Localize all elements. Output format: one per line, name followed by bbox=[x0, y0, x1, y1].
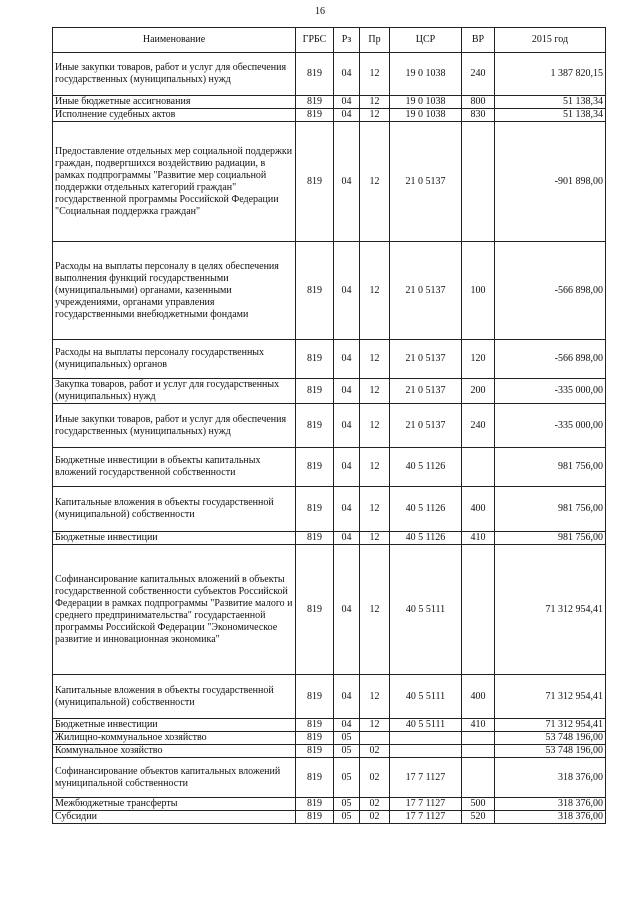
cell-amount: 51 138,34 bbox=[495, 96, 606, 109]
cell-vr: 100 bbox=[462, 242, 495, 340]
cell-csr: 40 5 1126 bbox=[390, 532, 462, 545]
cell-rz: 05 bbox=[334, 745, 360, 758]
cell-rz: 04 bbox=[334, 96, 360, 109]
cell-name: Бюджетные инвестиции в объекты капитальных вложений государственной собственности bbox=[53, 448, 296, 487]
cell-name: Расходы на выплаты персоналу государственных (муниципальных) органов bbox=[53, 340, 296, 379]
cell-pr: 12 bbox=[360, 545, 390, 675]
cell-vr: 520 bbox=[462, 811, 495, 824]
cell-name: Субсидии bbox=[53, 811, 296, 824]
cell-grbs: 819 bbox=[296, 122, 334, 242]
cell-name: Иные закупки товаров, работ и услуг для обеспечения государственных (муниципальных) нужд bbox=[53, 53, 296, 96]
cell-pr: 02 bbox=[360, 798, 390, 811]
cell-pr: 12 bbox=[360, 675, 390, 719]
table-row bbox=[53, 745, 606, 758]
cell-name: Закупка товаров, работ и услуг для государственных (муниципальных) нужд bbox=[53, 379, 296, 404]
cell-amount: 318 376,00 bbox=[495, 758, 606, 798]
header-vr: ВР bbox=[462, 28, 495, 53]
cell-pr: 02 bbox=[360, 811, 390, 824]
cell-csr: 40 5 1126 bbox=[390, 448, 462, 487]
cell-vr bbox=[462, 745, 495, 758]
cell-pr: 12 bbox=[360, 340, 390, 379]
cell-rz: 05 bbox=[334, 798, 360, 811]
cell-rz: 04 bbox=[334, 448, 360, 487]
table-row bbox=[53, 545, 606, 675]
header-csr: ЦСР bbox=[390, 28, 462, 53]
cell-vr bbox=[462, 758, 495, 798]
cell-csr: 40 5 5111 bbox=[390, 545, 462, 675]
cell-csr: 19 0 1038 bbox=[390, 53, 462, 96]
cell-vr: 200 bbox=[462, 379, 495, 404]
header-rz: Рз bbox=[334, 28, 360, 53]
cell-rz: 04 bbox=[334, 242, 360, 340]
cell-csr: 21 0 5137 bbox=[390, 379, 462, 404]
cell-grbs: 819 bbox=[296, 404, 334, 448]
header-pr: Пр bbox=[360, 28, 390, 53]
cell-vr: 800 bbox=[462, 96, 495, 109]
cell-vr: 410 bbox=[462, 532, 495, 545]
cell-grbs: 819 bbox=[296, 811, 334, 824]
cell-pr: 12 bbox=[360, 487, 390, 532]
cell-pr: 12 bbox=[360, 122, 390, 242]
cell-rz: 04 bbox=[334, 404, 360, 448]
cell-csr: 19 0 1038 bbox=[390, 109, 462, 122]
cell-name: Исполнение судебных актов bbox=[53, 109, 296, 122]
cell-pr bbox=[360, 732, 390, 745]
cell-grbs: 819 bbox=[296, 53, 334, 96]
cell-amount: 51 138,34 bbox=[495, 109, 606, 122]
cell-csr: 19 0 1038 bbox=[390, 96, 462, 109]
cell-csr bbox=[390, 745, 462, 758]
cell-name: Иные закупки товаров, работ и услуг для обеспечения государственных (муниципальных) нужд bbox=[53, 404, 296, 448]
cell-name: Бюджетные инвестиции bbox=[53, 719, 296, 732]
cell-rz: 04 bbox=[334, 675, 360, 719]
cell-rz: 04 bbox=[334, 340, 360, 379]
cell-grbs: 819 bbox=[296, 340, 334, 379]
cell-amount: 1 387 820,15 bbox=[495, 53, 606, 96]
cell-amount: -566 898,00 bbox=[495, 340, 606, 379]
cell-grbs: 819 bbox=[296, 719, 334, 732]
cell-pr: 12 bbox=[360, 532, 390, 545]
cell-amount: -335 000,00 bbox=[495, 379, 606, 404]
table-row bbox=[53, 122, 606, 242]
cell-rz: 04 bbox=[334, 109, 360, 122]
cell-rz: 05 bbox=[334, 758, 360, 798]
cell-vr bbox=[462, 122, 495, 242]
cell-pr: 12 bbox=[360, 379, 390, 404]
cell-amount: 981 756,00 bbox=[495, 448, 606, 487]
cell-grbs: 819 bbox=[296, 487, 334, 532]
table-row bbox=[53, 798, 606, 811]
table-row bbox=[53, 404, 606, 448]
cell-name: Бюджетные инвестиции bbox=[53, 532, 296, 545]
cell-pr: 12 bbox=[360, 448, 390, 487]
header-amount: 2015 год bbox=[495, 28, 606, 53]
cell-pr: 12 bbox=[360, 404, 390, 448]
cell-csr: 40 5 1126 bbox=[390, 487, 462, 532]
cell-pr: 12 bbox=[360, 53, 390, 96]
cell-name: Расходы на выплаты персоналу в целях обеспечения выполнения функций государственными (муниципальными) органами, казенными учреждениями, органами управления государственными внебюджетными фондами bbox=[53, 242, 296, 340]
cell-vr: 500 bbox=[462, 798, 495, 811]
table-row bbox=[53, 96, 606, 109]
table-header-row bbox=[53, 28, 606, 53]
cell-amount: 71 312 954,41 bbox=[495, 675, 606, 719]
cell-name: Жилищно-коммунальное хозяйство bbox=[53, 732, 296, 745]
cell-grbs: 819 bbox=[296, 745, 334, 758]
cell-rz: 04 bbox=[334, 719, 360, 732]
cell-rz: 04 bbox=[334, 122, 360, 242]
table-row bbox=[53, 448, 606, 487]
cell-csr: 21 0 5137 bbox=[390, 122, 462, 242]
cell-name: Коммунальное хозяйство bbox=[53, 745, 296, 758]
cell-vr: 410 bbox=[462, 719, 495, 732]
cell-vr: 400 bbox=[462, 487, 495, 532]
cell-name: Иные бюджетные ассигнования bbox=[53, 96, 296, 109]
table-row bbox=[53, 109, 606, 122]
cell-amount: 53 748 196,00 bbox=[495, 732, 606, 745]
cell-vr: 240 bbox=[462, 404, 495, 448]
cell-pr: 02 bbox=[360, 745, 390, 758]
cell-vr: 400 bbox=[462, 675, 495, 719]
cell-csr: 17 7 1127 bbox=[390, 798, 462, 811]
cell-name: Капитальные вложения в объекты государственной (муниципальной) собственности bbox=[53, 675, 296, 719]
table-row bbox=[53, 242, 606, 340]
cell-rz: 04 bbox=[334, 53, 360, 96]
cell-pr: 02 bbox=[360, 758, 390, 798]
cell-vr bbox=[462, 448, 495, 487]
cell-vr: 120 bbox=[462, 340, 495, 379]
cell-grbs: 819 bbox=[296, 379, 334, 404]
cell-amount: 981 756,00 bbox=[495, 487, 606, 532]
cell-name: Софинансирование капитальных вложений в объекты государственной собственности субъектов Российской Федерации в рамках подпрограммы "Развитие малого и среднего предпринимательства" государстаенной программы Российской Федерации "Экономическое развитие и инновационная экономика" bbox=[53, 545, 296, 675]
cell-rz: 04 bbox=[334, 532, 360, 545]
cell-csr: 21 0 5137 bbox=[390, 242, 462, 340]
table-row bbox=[53, 340, 606, 379]
cell-amount: -901 898,00 bbox=[495, 122, 606, 242]
table-row bbox=[53, 758, 606, 798]
cell-amount: -335 000,00 bbox=[495, 404, 606, 448]
cell-name: Капитальные вложения в объекты государственной (муниципальной) собственности bbox=[53, 487, 296, 532]
cell-csr: 17 7 1127 bbox=[390, 811, 462, 824]
cell-amount: 318 376,00 bbox=[495, 798, 606, 811]
cell-vr bbox=[462, 732, 495, 745]
cell-csr: 21 0 5137 bbox=[390, 404, 462, 448]
cell-csr bbox=[390, 732, 462, 745]
cell-rz: 05 bbox=[334, 732, 360, 745]
cell-grbs: 819 bbox=[296, 675, 334, 719]
cell-grbs: 819 bbox=[296, 448, 334, 487]
cell-grbs: 819 bbox=[296, 532, 334, 545]
table-row bbox=[53, 532, 606, 545]
cell-csr: 21 0 5137 bbox=[390, 340, 462, 379]
cell-vr: 830 bbox=[462, 109, 495, 122]
cell-rz: 04 bbox=[334, 379, 360, 404]
cell-rz: 05 bbox=[334, 811, 360, 824]
table-row bbox=[53, 675, 606, 719]
cell-grbs: 819 bbox=[296, 242, 334, 340]
cell-grbs: 819 bbox=[296, 798, 334, 811]
cell-amount: 318 376,00 bbox=[495, 811, 606, 824]
cell-grbs: 819 bbox=[296, 545, 334, 675]
cell-grbs: 819 bbox=[296, 109, 334, 122]
table-row bbox=[53, 487, 606, 532]
page-number: 16 bbox=[315, 6, 325, 17]
cell-grbs: 819 bbox=[296, 96, 334, 109]
cell-vr: 240 bbox=[462, 53, 495, 96]
cell-name: Софинансирование объектов капитальных вложений муниципальной собственности bbox=[53, 758, 296, 798]
cell-grbs: 819 bbox=[296, 758, 334, 798]
cell-amount: 53 748 196,00 bbox=[495, 745, 606, 758]
cell-amount: -566 898,00 bbox=[495, 242, 606, 340]
cell-name: Межбюджетные трансферты bbox=[53, 798, 296, 811]
cell-pr: 12 bbox=[360, 109, 390, 122]
header-name: Наименование bbox=[53, 28, 296, 53]
cell-vr bbox=[462, 545, 495, 675]
cell-pr: 12 bbox=[360, 242, 390, 340]
cell-amount: 71 312 954,41 bbox=[495, 545, 606, 675]
cell-amount: 71 312 954,41 bbox=[495, 719, 606, 732]
cell-csr: 40 5 5111 bbox=[390, 675, 462, 719]
table-row bbox=[53, 379, 606, 404]
cell-pr: 12 bbox=[360, 719, 390, 732]
cell-rz: 04 bbox=[334, 487, 360, 532]
cell-pr: 12 bbox=[360, 96, 390, 109]
table-row bbox=[53, 732, 606, 745]
cell-grbs: 819 bbox=[296, 732, 334, 745]
cell-name: Предоставление отдельных мер социальной поддержки граждан, подвергшихся воздействию радиации, в рамках подпрограммы "Развитие мер социальной поддержки отдельных категорий граждан" государственной программы Российской Федерации "Социальная поддержка граждан" bbox=[53, 122, 296, 242]
table-row bbox=[53, 53, 606, 96]
table-row bbox=[53, 811, 606, 824]
header-grbs: ГРБС bbox=[296, 28, 334, 53]
cell-csr: 17 7 1127 bbox=[390, 758, 462, 798]
cell-rz: 04 bbox=[334, 545, 360, 675]
table-body bbox=[53, 53, 606, 824]
cell-amount: 981 756,00 bbox=[495, 532, 606, 545]
table-row bbox=[53, 719, 606, 732]
budget-table bbox=[52, 27, 606, 824]
cell-csr: 40 5 5111 bbox=[390, 719, 462, 732]
